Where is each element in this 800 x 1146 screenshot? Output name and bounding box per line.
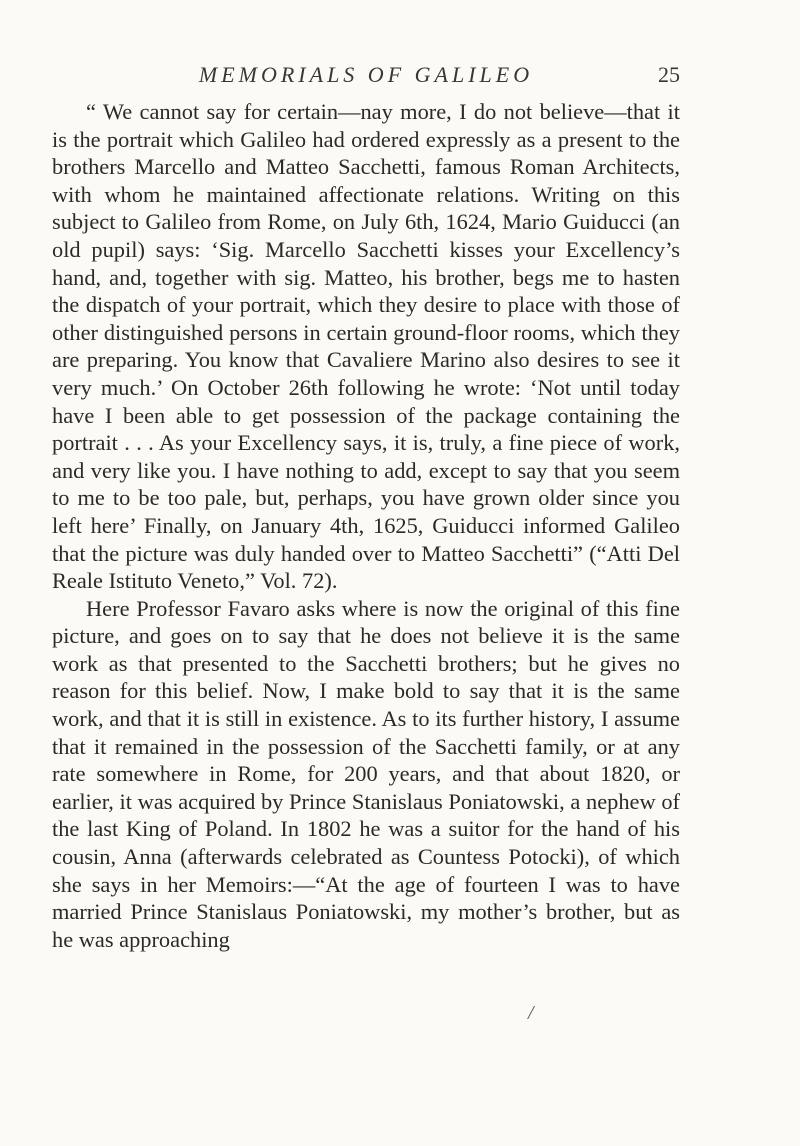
running-head: [52, 62, 680, 90]
body-text: [52, 98, 680, 953]
page-number: 25: [658, 62, 680, 87]
running-title: MEMORIALS OF GALILEO: [198, 62, 534, 87]
signature-mark: /: [528, 1002, 534, 1024]
paragraph-favaro: Here Professor Favaro asks where is now the original of this fine picture, and goes on to say that he does not believe it is the same work as that presented to the Sacchetti brothers; but he gives no reason for this belief. Now, I make bold to say that it is the same work, and that it is still in existence. As to its further history, I assume that it remained in the possession of the Sacchetti family, or at any rate somewhere in Rome, for 200 years, and that about 1820, or earlier, it was acquired by Prince Stanislaus Poniatowski, a nephew of the last King of Poland. In 1802 he was a suitor for the hand of his cousin, Anna (afterwards celebrated as Countess Potocki), of which she says in her Memoirs:—“At the age of fourteen I was to have married Prince Stanislaus Poniatowski, my mother’s brother, but as he was approaching: [52, 595, 680, 952]
paragraph-quote: “ We cannot say for certain—nay more, I do not believe—that it is the portrait which Galileo had ordered expressly as a present to the brothers Marcello and Matteo Sacchetti, famous Roman Architects, with whom he maintained affectionate relations. Writing on this subject to Galileo from Rome, on July 6th, 1624, Mario Guiducci (an old pupil) says: ‘Sig. Marcello Sacchetti kisses your Excellency’s hand, and, together with sig. Matteo, his brother, begs me to hasten the dispatch of your portrait, which they desire to place with those of other distinguished persons in certain ground-floor rooms, which they are preparing. You know that Cavaliere Marino also desires to see it very much.’ On October 26th following he wrote: ‘Not until today have I been able to get possession of the package containing the portrait . . . As your Excellency says, it is, truly, a fine piece of work, and very like you. I have nothing to add, except to say that you seem to me to be too pale, but, perhaps, you have grown older since you left here’ Finally, on January 4th, 1625, Guiducci informed Galileo that the picture was duly handed over to Matteo Sacchetti” (“Atti Del Reale Istituto Veneto,” Vol. 72).: [52, 99, 680, 594]
